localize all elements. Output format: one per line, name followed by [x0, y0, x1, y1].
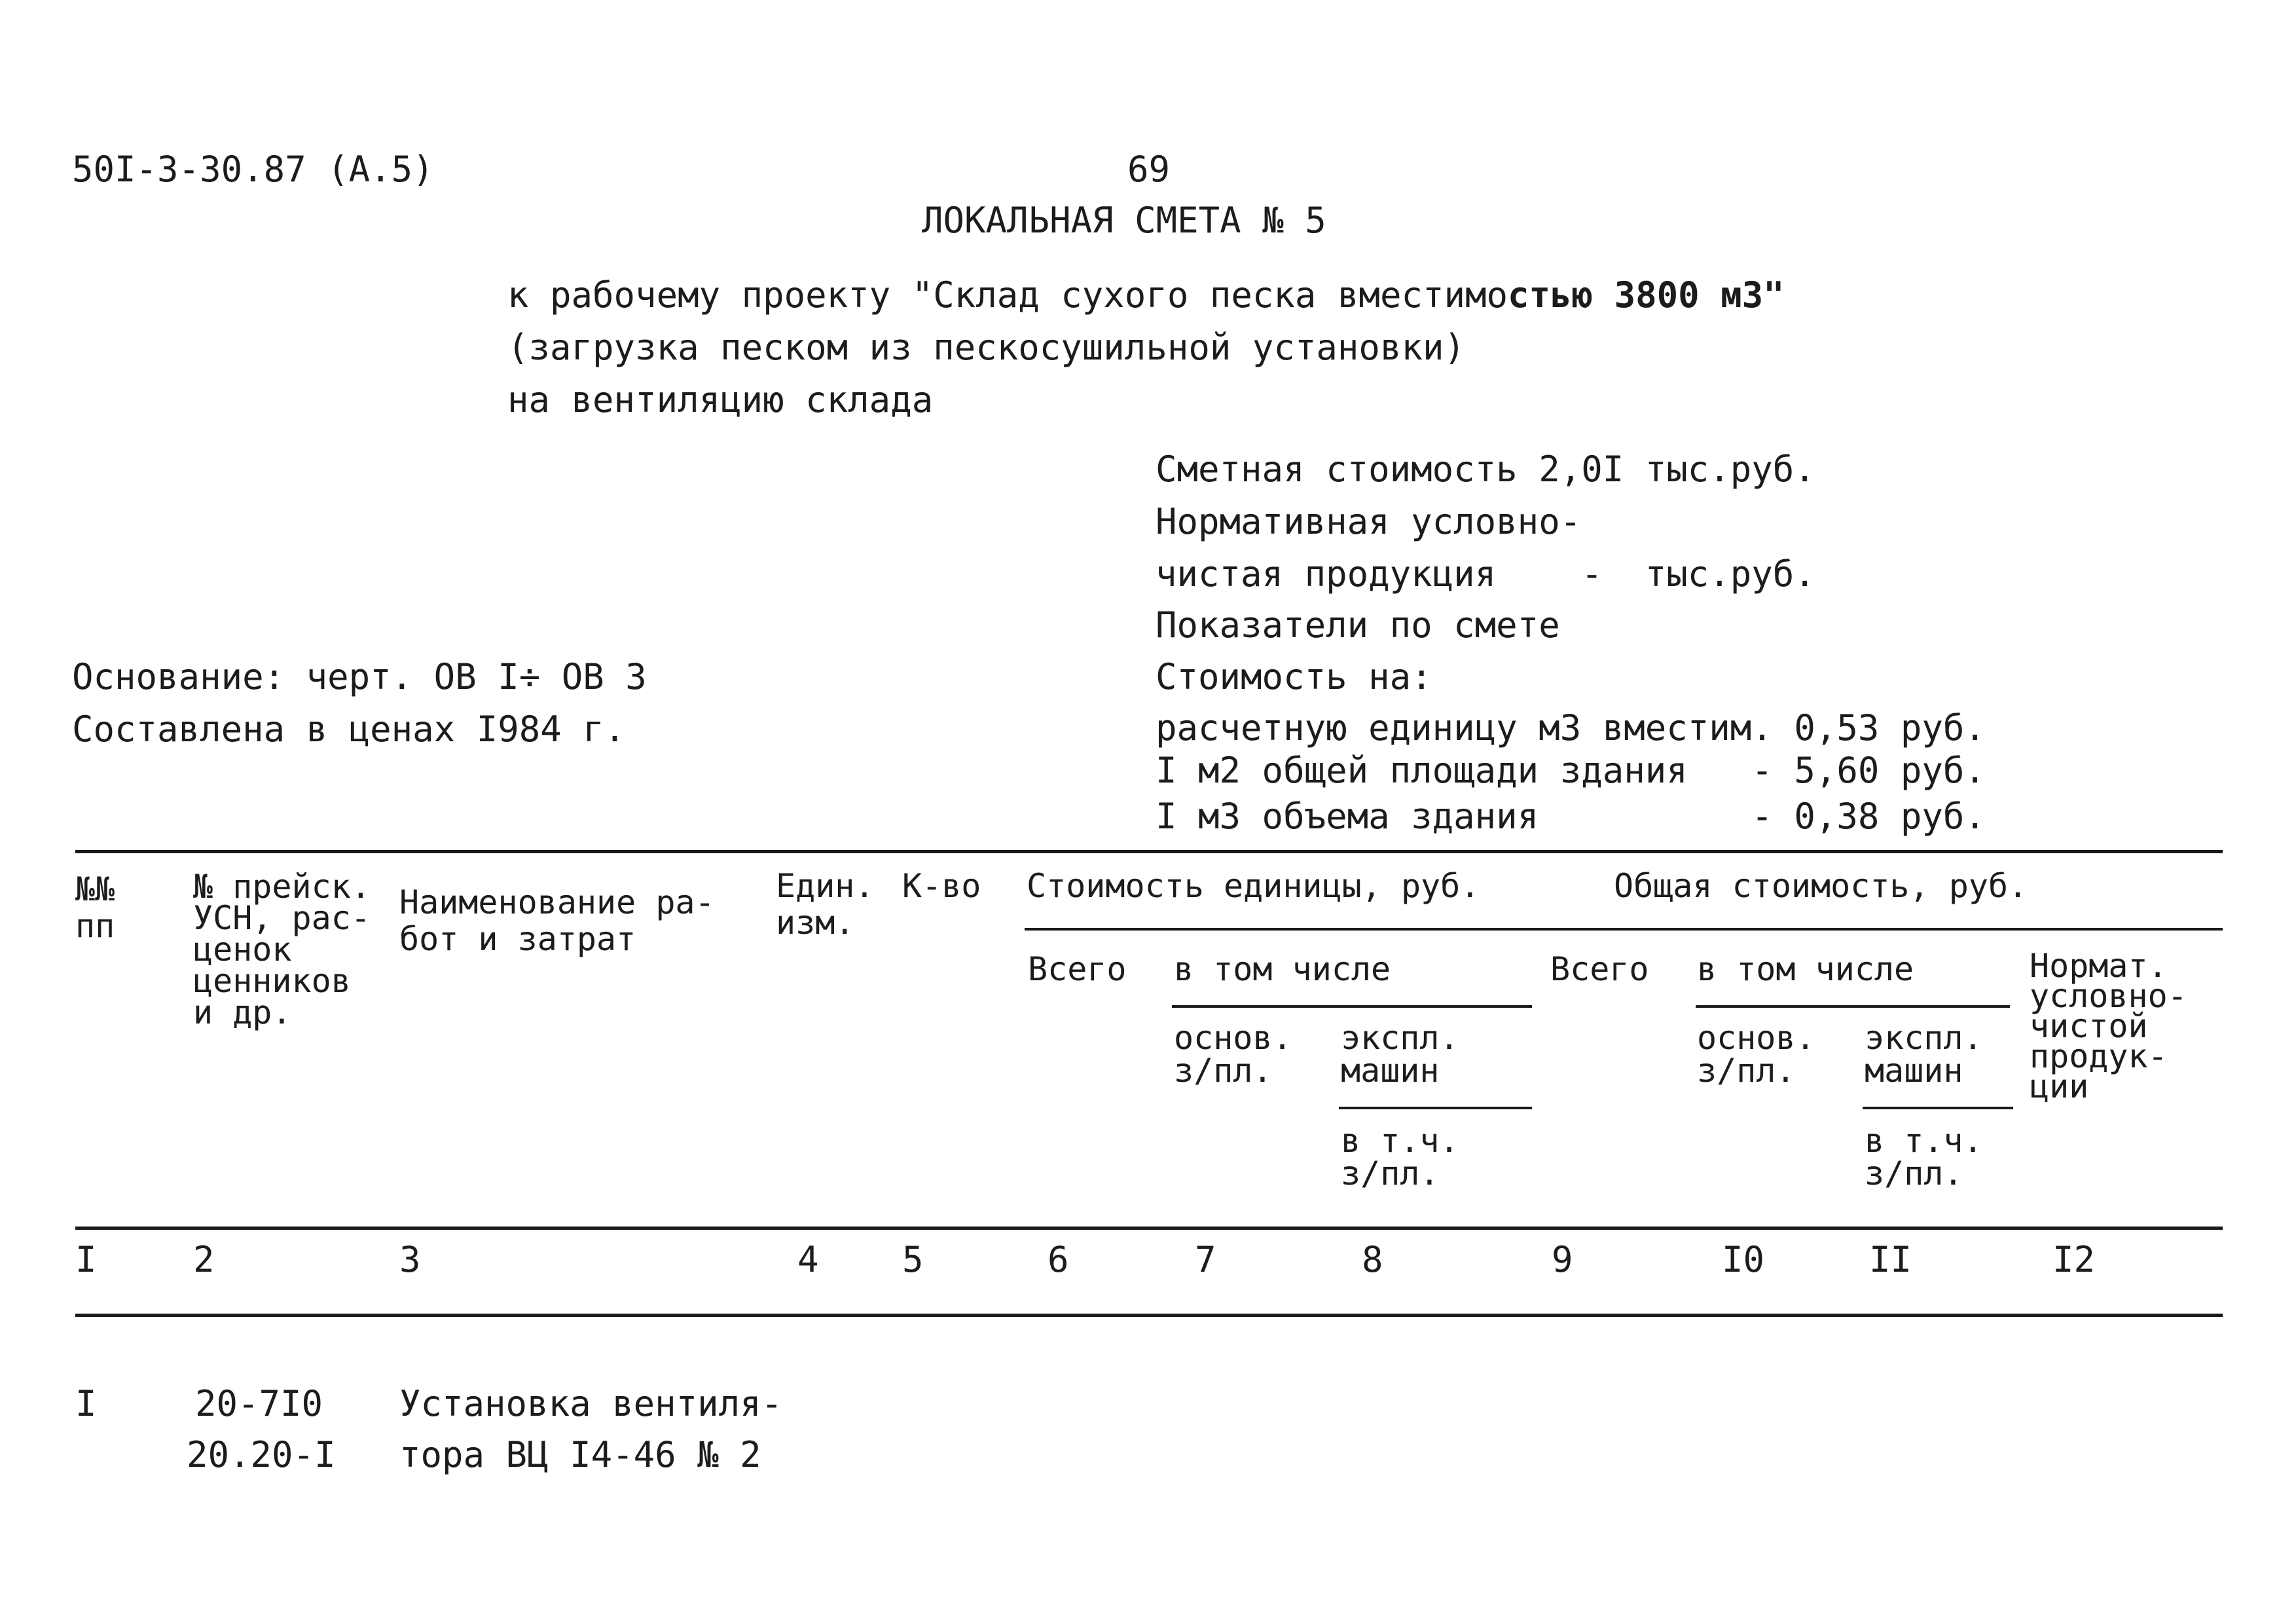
basis-line-2: Составлена в ценах I984 г. — [72, 709, 626, 750]
machines-2-divider — [1863, 1107, 2013, 1109]
column-number: 2 — [193, 1239, 215, 1280]
header-unit-cost: Стоимость единицы, руб. — [1027, 867, 1480, 905]
subtitle-line-1-bold: стью 3800 м3" — [1508, 274, 1785, 316]
page-title: ЛОКАЛЬНАЯ СМЕТА № 5 — [922, 200, 1326, 241]
incl-1-divider — [1172, 1005, 1532, 1008]
header-all-1: Всего — [1028, 950, 1127, 988]
header-all-2: Всего — [1550, 950, 1649, 988]
cost-on-label: Стоимость на: — [1156, 656, 1432, 697]
machines-1-divider — [1339, 1107, 1532, 1109]
row-num: I — [75, 1383, 97, 1424]
column-numbers-rule — [75, 1314, 2223, 1317]
unit-cost-divider — [1025, 928, 2223, 931]
header-incl-wage-2: в т.ч. з/пл. — [1865, 1122, 1983, 1192]
subtitle-line-2: (загрузка песком из пескосушильной установки) — [507, 327, 1465, 368]
cost-per-m2: I м2 общей площади здания - 5,60 руб. — [1156, 750, 1986, 791]
basis-line-1: Основание: черт. ОВ I÷ ОВ 3 — [72, 656, 647, 697]
document-code: 50I-3-30.87 (A.5) — [72, 149, 434, 190]
row-name-2: тора ВЦ I4-46 № 2 — [399, 1434, 761, 1475]
cost-per-m3: I м3 объема здания - 0,38 руб. — [1156, 796, 1986, 837]
header-qty: К-во — [902, 867, 981, 905]
column-number: 7 — [1195, 1239, 1216, 1280]
header-base-wage-2: основ. з/пл. — [1697, 1019, 1815, 1090]
table-top-rule — [75, 850, 2223, 853]
column-number: I0 — [1722, 1239, 1765, 1280]
row-ref-1: 20-7I0 — [195, 1383, 323, 1424]
column-number: I — [75, 1239, 97, 1280]
cost-per-unit: расчетную единицу м3 вместим. 0,53 руб. — [1156, 707, 1986, 748]
column-number: I2 — [2052, 1239, 2096, 1280]
header-incl-1: в том числе — [1174, 950, 1391, 988]
header-incl-2: в том числе — [1697, 950, 1914, 988]
subtitle-line-3: на вентиляцию склада — [507, 379, 934, 420]
header-unit: Един. изм. — [776, 867, 875, 942]
column-number: 6 — [1048, 1239, 1069, 1280]
row-ref-2: 20.20-I — [187, 1434, 336, 1475]
header-normative: Нормат. условно- чистой продук- ции — [2030, 947, 2187, 1105]
row-name-1: Установка вентиля- — [399, 1383, 783, 1424]
header-incl-wage-1: в т.ч. з/пл. — [1341, 1122, 1459, 1192]
header-machines-2: экспл. машин — [1865, 1019, 1983, 1090]
column-number: 4 — [797, 1239, 819, 1280]
column-number: 9 — [1552, 1239, 1573, 1280]
header-base-wage-1: основ. з/пл. — [1174, 1019, 1292, 1090]
header-num: №№ пп — [75, 870, 115, 945]
header-name: Наименование ра- бот и затрат — [399, 883, 715, 958]
normative-line-1: Нормативная условно- — [1156, 501, 1582, 542]
subtitle-line-1 — [507, 274, 1785, 316]
incl-2-divider — [1696, 1005, 2010, 1008]
estimated-cost: Сметная стоимость 2,0I тыс.руб. — [1156, 449, 1815, 490]
header-bottom-rule — [75, 1227, 2223, 1230]
page-number: 69 — [1127, 149, 1171, 190]
column-number: 5 — [902, 1239, 924, 1280]
header-price-ref: № прейск. УСН, рас- ценок ценников и др. — [193, 868, 371, 1031]
header-total-cost: Общая стоимость, руб. — [1614, 867, 2028, 905]
column-number: 3 — [399, 1239, 421, 1280]
header-machines-1: экспл. машин — [1341, 1019, 1459, 1090]
column-number: 8 — [1362, 1239, 1383, 1280]
subtitle-line-1-prefix: к рабочему проекту "Склад сухого песка вместимо — [507, 274, 1508, 316]
indicators-heading: Показатели по смете — [1156, 604, 1560, 646]
normative-line-2: чистая продукция - тыс.руб. — [1156, 553, 1815, 595]
column-number: II — [1869, 1239, 1912, 1280]
